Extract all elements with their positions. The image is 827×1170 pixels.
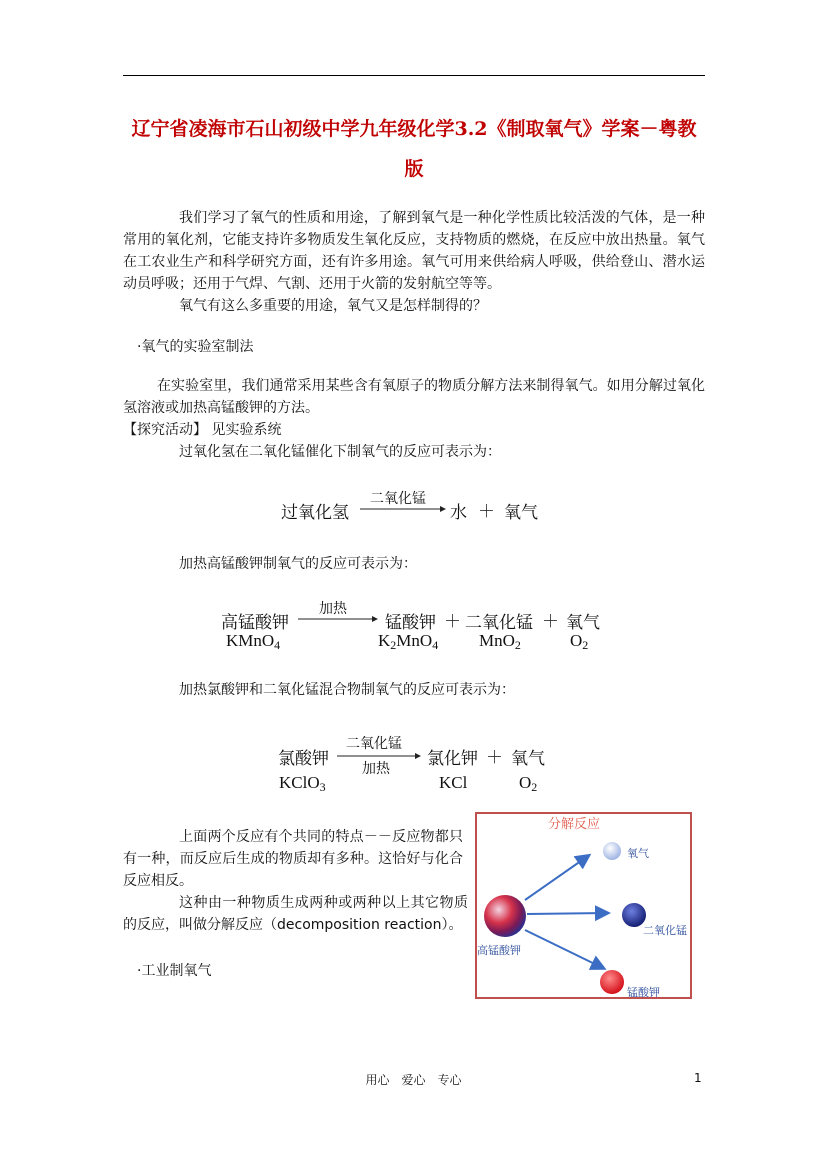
lab-method-paragraph: 在实验室里，我们通常采用某些含有氧原子的物质分解方法来制得氧气。如用分解过氧化氢溶液或加热高锰酸钾的方法。 — [123, 378, 705, 416]
rxn3-condition-bottom: 加热 — [362, 761, 390, 777]
rxn3-formula-product2: O2 — [519, 773, 538, 794]
rxn2-formula-product3: O2 — [570, 631, 589, 652]
page-footer: 用心 爱心 专心 — [365, 1073, 462, 1087]
intro-paragraph: 我们学习了氧气的性质和用途，了解到氧气是一种化学性质比较活泼的气体，是一种常用的氧化剂，它能支持许多物质发生氧化反应，支持物质的燃烧，在反应中放出热量。氧气在工农业生产和科学研究方面，还有许多用途。氧气可用来供给病人呼吸，供给登山、潜水运动员呼吸；还用于气焊、气割、还用于火箭的发射航空等等。 — [123, 210, 705, 292]
rxn2-reactant: 高锰酸钾 — [221, 613, 289, 633]
activity-line: 【探究活动】 见实验系统 — [123, 422, 282, 438]
rxn1-arrow — [360, 504, 446, 514]
page-number: 1 — [694, 1071, 702, 1085]
rxn2-plus1: ＋ — [444, 612, 461, 632]
reaction3-intro: 加热氯酸钾和二氧化锰混合物制氧气的反应可表示为： — [179, 682, 515, 698]
rxn1-product-water: 水 — [450, 503, 467, 523]
document-title: 辽宁省凌海市石山初级中学九年级化学3.2《制取氧气》学案－粤教 — [131, 118, 697, 140]
diagram-canvas — [475, 812, 692, 999]
rxn3-formula-product1: KCl — [439, 773, 468, 792]
header-rule — [123, 75, 705, 76]
rxn2-formula-product1: K2MnO4 — [378, 631, 439, 652]
oxygen-sphere — [603, 842, 621, 860]
rxn2-plus2: ＋ — [542, 612, 559, 632]
section-heading-lab: ·氧气的实验室制法 — [137, 339, 254, 355]
k2mno4-sphere — [600, 970, 624, 994]
label-oxygen: 氧气 — [627, 847, 649, 860]
arrow-to-mno2 — [527, 913, 607, 914]
kmno4-sphere — [484, 895, 526, 937]
label-k2mno4: 锰酸钾 — [627, 986, 660, 999]
rxn1-product-oxygen: 氧气 — [504, 503, 538, 523]
feature-paragraph: 上面两个反应有个共同的特点－－反应物都只有一种，而反应后生成的物质却有多种。这恰好与化合反应相反。 — [123, 829, 463, 889]
rxn3-product2: 氧气 — [511, 749, 545, 769]
label-kmno4: 高锰酸钾 — [477, 944, 521, 957]
definition-paragraph: 这种由一种物质生成两种或两种以上其它物质的反应，叫做分解反应（decomposition reaction）。 — [123, 895, 468, 933]
section-heading-industrial: ·工业制氧气 — [137, 963, 212, 979]
rxn2-product3: 氧气 — [566, 613, 600, 633]
rxn3-condition-top: 二氧化锰 — [346, 736, 402, 752]
rxn3-formula-reactant: KClO3 — [279, 773, 326, 794]
rxn2-product1: 锰酸钾 — [385, 613, 436, 633]
rxn1-reactant: 过氧化氢 — [281, 503, 349, 523]
document-title-continued: 版 — [404, 158, 424, 180]
rxn1-condition: 二氧化锰 — [370, 491, 426, 507]
rxn2-formula-product2: MnO2 — [479, 631, 521, 652]
decomposition-diagram — [475, 812, 692, 999]
diagram-title: 分解反应 — [548, 817, 601, 832]
label-mno2: 二氧化锰 — [643, 924, 687, 937]
rxn3-product1: 氯化钾 — [427, 749, 478, 769]
rxn2-arrow — [298, 614, 378, 624]
reaction1-intro: 过氧化氢在二氧化锰催化下制氧气的反应可表示为： — [179, 444, 501, 460]
reaction2-intro: 加热高锰酸钾制氧气的反应可表示为： — [179, 556, 417, 572]
rxn2-formula-reactant: KMnO4 — [226, 631, 281, 652]
rxn3-reactant: 氯酸钾 — [278, 749, 329, 769]
rxn2-product2: 二氧化锰 — [465, 613, 533, 633]
question-paragraph: 氧气有这么多重要的用途，氧气又是怎样制得的？ — [179, 298, 487, 314]
rxn2-condition: 加热 — [319, 601, 347, 617]
rxn1-plus: ＋ — [478, 502, 495, 522]
rxn3-plus: ＋ — [486, 748, 503, 768]
